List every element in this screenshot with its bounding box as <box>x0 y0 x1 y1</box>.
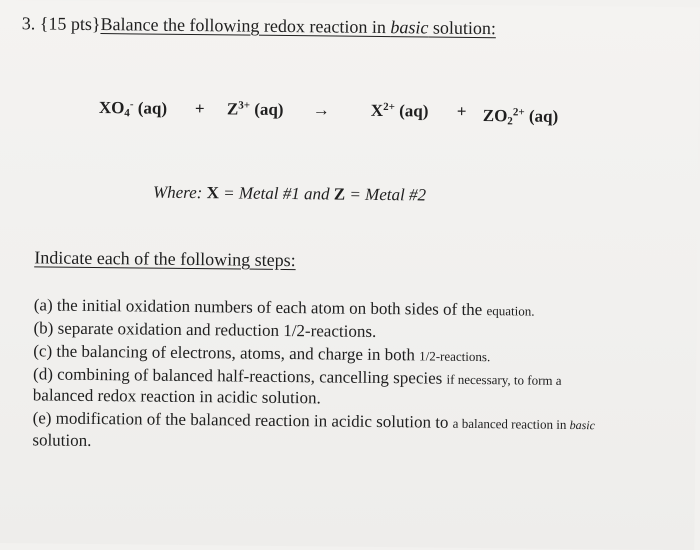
question-title <box>22 14 496 37</box>
steps-heading: Indicate each of the following steps: <box>34 247 296 271</box>
question-number: 3. <box>21 13 36 34</box>
step-b: (b) separate oxidation and reduction 1/2-reactions. <box>33 318 377 341</box>
metal-definitions: Where: X = Metal #1 and Z = Metal #2 <box>152 182 427 205</box>
step-e-continued: solution. <box>32 430 92 450</box>
step-d: (d) combining of balanced half-reactions, cancelling species if necessary, to form a <box>32 364 562 388</box>
question-instruction: Balance the following redox reaction in basic solution: <box>100 14 497 39</box>
instruction-basic-word: basic <box>390 17 429 38</box>
step-d-continued: balanced redox reaction in acidic solution. <box>32 385 321 408</box>
step-e: (e) modification of the balanced reaction in acidic solution to a balanced reaction in basic <box>32 408 596 433</box>
product-x2: $X^{2+}$ (aq) <box>370 100 429 121</box>
step-c: (c) the balancing of electrons, atoms, and charge in both 1/2-reactions. <box>33 341 491 365</box>
plus-sign-left: + <box>194 99 205 119</box>
reactant-z3: $Z^{3+}$ (aq) <box>226 99 284 119</box>
question-points: {15 pts} <box>39 13 101 35</box>
reaction-arrow: → <box>312 100 330 120</box>
reactant-xo4: $XO_4^-$ (aq) <box>98 98 168 120</box>
product-zo2: $ZO_2^{2+}$ (aq) <box>482 106 559 128</box>
step-a: (a) the initial oxidation numbers of each atom on both sides of the equation. <box>33 295 535 320</box>
plus-sign-right: + <box>456 101 467 121</box>
